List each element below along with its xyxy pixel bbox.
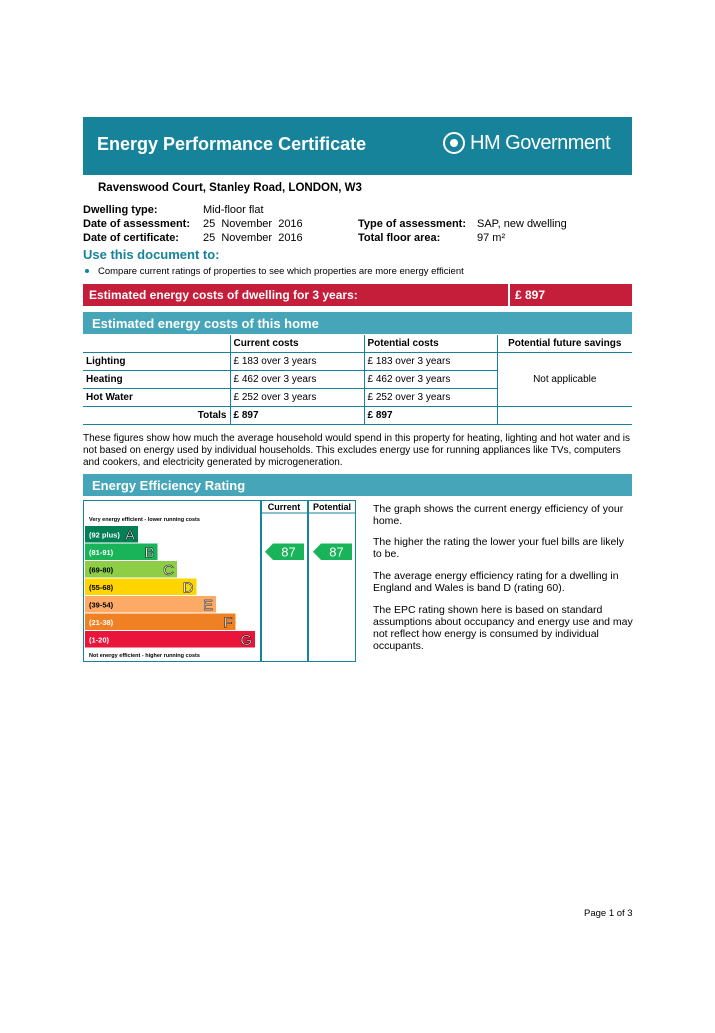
band-range-e: (39-54) [89, 600, 114, 610]
rating-description-1: The graph shows the current energy efficiency of your home. [373, 503, 624, 527]
estimated-3yr-cost-bar [83, 284, 632, 306]
totals-blank [497, 407, 632, 425]
band-letter-b: B [144, 544, 155, 562]
col-potential-label: Potential [312, 502, 352, 512]
row-potential: £ 462 over 3 years [364, 371, 497, 389]
band-range-a: (92 plus) [89, 530, 120, 540]
hm-government-logo: HM Government [470, 132, 611, 154]
type-assessment-label: Type of assessment: [358, 218, 467, 230]
col-current-label: Current [267, 502, 301, 512]
dwelling-type-label: Dwelling type: [83, 204, 158, 216]
table-header-row [83, 335, 632, 353]
use-document-bullet [85, 266, 464, 277]
date-certificate-value: 25 November 2016 [203, 232, 303, 244]
rating-description-2: The higher the rating the lower your fuel bills are likely to be. [373, 536, 624, 560]
date-assessment-value: 25 November 2016 [203, 218, 303, 230]
band-range-c: (69-80) [89, 565, 114, 575]
rating-description-3: The average energy efficiency rating for a dwelling in England and Wales is band D (rating 60). [373, 570, 619, 594]
dwelling-type-value: Mid-floor flat [203, 204, 264, 216]
table-row [83, 353, 632, 371]
figures-note: These figures show how much the average household would spend in this property for heating, lighting and hot water and is not based on energy used by individual households. This excludes energy use for running appliances like TVs, computers and cookers, and electricity generated by microgeneration. [83, 433, 631, 468]
band-letter-f: F [223, 614, 233, 632]
bar-divider [508, 284, 510, 306]
certificate-header [83, 117, 632, 175]
current-costs-header: Current costs [230, 335, 364, 353]
floor-area-label: Total floor area: [358, 232, 441, 244]
costs-section-header [83, 312, 632, 334]
band-letter-c: C [163, 562, 174, 579]
band-range-g: (1-20) [89, 635, 110, 645]
use-document-title: Use this document to: [83, 247, 220, 262]
date-certificate-label: Date of certificate: [83, 232, 179, 244]
top-caption: Very energy efficient - lower running costs [89, 517, 200, 523]
bullet-text: Compare current ratings of properties to see which properties are more energy efficient [98, 266, 464, 277]
estimated-3yr-label: Estimated energy costs of dwelling for 3 years: [89, 288, 358, 302]
band-letter-e: E [202, 597, 213, 614]
totals-potential: £ 897 [364, 407, 497, 425]
totals-row [83, 407, 632, 425]
date-assessment-label: Date of assessment: [83, 218, 190, 230]
row-label: Hot Water [83, 389, 230, 407]
band-g [85, 631, 255, 648]
crest-icon [443, 132, 465, 154]
savings-value: Not applicable [497, 353, 632, 407]
rating-section-title: Energy Efficiency Rating [92, 478, 246, 493]
bottom-caption: Not energy efficient - higher running costs [89, 653, 200, 659]
row-potential: £ 183 over 3 years [364, 353, 497, 371]
band-letter-a: A [124, 527, 135, 544]
table-header-blank [83, 335, 230, 353]
band-range-d: (55-68) [89, 583, 114, 592]
row-current: £ 462 over 3 years [230, 371, 364, 389]
estimated-3yr-value: £ 897 [515, 288, 546, 302]
savings-header: Potential future savings [497, 335, 632, 353]
totals-label: Totals [83, 407, 230, 425]
current-rating-value: 87 [281, 544, 296, 560]
row-label: Lighting [83, 353, 230, 371]
row-label: Heating [83, 371, 230, 389]
property-address: Ravenswood Court, Stanley Road, LONDON, W3 [98, 182, 362, 194]
rating-graph [83, 500, 356, 662]
certificate-title: Energy Performance Certificate [97, 134, 367, 154]
band-range-f: (21-38) [89, 618, 114, 627]
band-letter-g: G [240, 632, 252, 649]
band-range-b: (81-91) [89, 548, 114, 557]
bullet-icon [85, 269, 89, 273]
costs-table [83, 335, 632, 425]
row-potential: £ 252 over 3 years [364, 389, 497, 407]
page-number: Page 1 of 3 [584, 908, 633, 919]
rating-section-header [83, 474, 632, 496]
rating-graph-svg [83, 500, 356, 662]
row-current: £ 252 over 3 years [230, 389, 364, 407]
rating-description-4: The EPC rating shown here is based on standard assumptions about occupancy and energy use and may not reflect how energy is consumed by individual occupants. [373, 604, 633, 652]
row-current: £ 183 over 3 years [230, 353, 364, 371]
totals-current: £ 897 [230, 407, 364, 425]
potential-rating-value: 87 [329, 544, 344, 560]
potential-costs-header: Potential costs [364, 335, 497, 353]
floor-area-value: 97 m² [477, 232, 506, 244]
type-assessment-value: SAP, new dwelling [477, 218, 567, 230]
band-letter-d: D [182, 579, 194, 597]
costs-section-title: Estimated energy costs of this home [92, 316, 319, 331]
